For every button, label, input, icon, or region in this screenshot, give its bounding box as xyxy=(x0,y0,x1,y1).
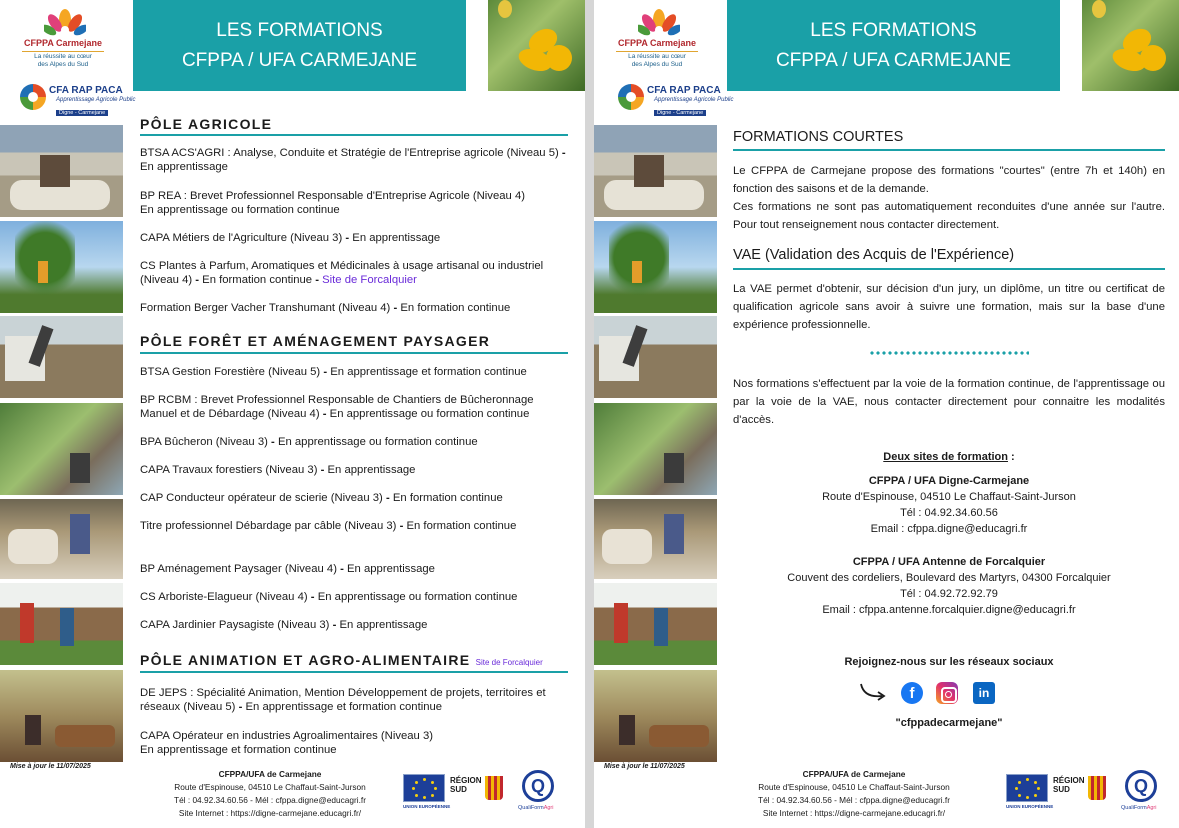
site-digne-name: CFPPA / UFA Digne-Carmejane xyxy=(868,475,1030,487)
course-cs-arboriste: CS Arboriste-Elagueur (Niveau 4) - En apprentissage ou formation continue xyxy=(140,591,518,603)
region-shield-icon xyxy=(1088,776,1106,800)
region-sud-logo: RÉGION SUD xyxy=(1053,776,1085,794)
curved-arrow-icon xyxy=(858,680,890,702)
region-sud-logo: RÉGION SUD xyxy=(450,776,482,794)
banner-line-1: LES FORMATIONS xyxy=(216,20,383,41)
course-bp-rcbm: BP RCBM : Brevet Professionnel Responsable de Chantiers de Bûcheronnage Manuel et de Débardage (Niveau 4) - En apprentissage ou formation continue xyxy=(140,394,534,420)
course-cs-ppam: CS Plantes à Parfum, Aromatiques et Médicinales à usage artisanal ou industriel (Niveau 4) - En formation continue - Site de Forcalquier xyxy=(140,260,544,286)
section-title-agricole: PÔLE AGRICOLE xyxy=(140,116,273,132)
photo-valley xyxy=(0,403,123,495)
dotted-divider xyxy=(869,351,1029,355)
header-banner xyxy=(727,0,1060,91)
photo-greenhouse xyxy=(0,583,123,665)
cfa-rap-paca-logo xyxy=(20,84,136,116)
cfa-circle-icon xyxy=(20,84,46,110)
qualiformagri-logo xyxy=(518,770,558,816)
quali-q-icon: Q xyxy=(522,770,554,802)
short-courses-title: FORMATIONS COURTES xyxy=(733,129,904,145)
short-courses-text-2: Ces formations ne sont pas automatiquement reconduites d'une année sur l'autre. Pour tout renseignement nous contacter directement. xyxy=(733,201,1165,231)
photo-woodcutting xyxy=(0,670,123,762)
footer-address: Route d'Espinouse, 04510 Le Chaffaut-Saint-Jurson xyxy=(174,782,366,792)
update-date: Mise à jour le 11/07/2025 xyxy=(10,763,91,770)
footer-phone-email[interactable]: Tél : 04.92.34.60.56 - Mél : cfppa.digne@educagri.fr xyxy=(758,795,950,805)
site-forcalquier-email[interactable]: Email : cfppa.antenne.forcalquier.digne@educagri.fr xyxy=(822,604,1076,616)
photo-stone-work xyxy=(0,499,123,579)
partner-logos xyxy=(1006,768,1166,818)
header-banner xyxy=(133,0,466,91)
flower-logo-icon xyxy=(638,6,680,40)
site-forcalquier xyxy=(733,554,1165,618)
cfa-city: Digne - Carmejane xyxy=(654,110,706,116)
course-capa-tf: CAPA Travaux forestiers (Niveau 3) - En apprentissage xyxy=(140,464,416,476)
photo-woodcutting xyxy=(594,670,717,762)
footer-name: CFPPA/UFA de Carmejane xyxy=(802,769,906,779)
facebook-icon[interactable]: f xyxy=(901,682,923,704)
quali-q-icon: Q xyxy=(1125,770,1157,802)
logo-divider xyxy=(22,51,104,52)
banner-line-2: CFPPA / UFA CARMEJANE xyxy=(775,50,1012,71)
update-date: Mise à jour le 11/07/2025 xyxy=(604,763,685,770)
banner-line-1: LES FORMATIONS xyxy=(810,20,977,41)
banner-line-2: CFPPA / UFA CARMEJANE xyxy=(181,50,418,71)
photo-excavator xyxy=(0,316,123,398)
photo-tree-climber xyxy=(594,221,717,313)
section-rule xyxy=(733,149,1165,151)
course-btsa-acs: BTSA ACS'AGRI : Analyse, Conduite et Stratégie de l'Entreprise agricole (Niveau 5) - En apprentissage xyxy=(140,147,566,173)
photo-sheep xyxy=(594,125,717,217)
course-berger: Formation Berger Vacher Transhumant (Niveau 4) - En formation continue xyxy=(140,302,511,314)
site-digne-email[interactable]: Email : cfppa.digne@educagri.fr xyxy=(870,523,1028,535)
quali-label: QualiFormAgri xyxy=(1121,805,1157,811)
course-cap-scierie: CAP Conducteur opérateur de scierie (Niveau 3) - En formation continue xyxy=(140,492,503,504)
section-rule xyxy=(140,134,568,136)
site-digne-tel[interactable]: Tél : 04.92.34.60.56 xyxy=(900,507,998,519)
social-handle: "cfppadecarmejane" xyxy=(895,717,1003,729)
footer-contact xyxy=(140,768,400,820)
photo-excavator xyxy=(594,316,717,398)
logo-name: CFPPA Carmejane xyxy=(23,38,103,48)
header-flower-photo xyxy=(488,0,585,91)
cfa-subtitle: Apprentissage Agricole Public xyxy=(654,97,734,103)
page-gutter xyxy=(585,0,594,828)
photo-valley xyxy=(594,403,717,495)
footer-name: CFPPA/UFA de Carmejane xyxy=(218,769,322,779)
course-bp-ap: BP Aménagement Paysager (Niveau 4) - En apprentissage xyxy=(140,563,435,575)
eu-flag-icon xyxy=(403,774,445,802)
course-capa-metiers: CAPA Métiers de l'Agriculture (Niveau 3) - En apprentissage xyxy=(140,232,441,244)
eu-label: UNION EUROPÉENNE xyxy=(1006,804,1054,809)
site-forcalquier-address: Couvent des cordeliers, Boulevard des Martyrs, 04300 Forcalquier xyxy=(787,572,1111,584)
flower-logo-icon xyxy=(44,6,86,40)
footer-website[interactable]: Site Internet : https://digne-carmejane.educagri.fr/ xyxy=(762,808,946,818)
site-digne xyxy=(733,473,1165,537)
logo-name: CFPPA Carmejane xyxy=(617,38,697,48)
photo-stone-work xyxy=(594,499,717,579)
section-title-foret: PÔLE FORÊT ET AMÉNAGEMENT PAYSAGER xyxy=(140,333,491,349)
qualiformagri-logo xyxy=(1121,770,1161,816)
course-de-jeps: DE JEPS : Spécialité Animation, Mention Développement de projets, territoires et réseaux (Niveau 5) - En apprentissage et formation continue xyxy=(140,687,546,713)
section-title-animation: PÔLE ANIMATION ET AGRO-ALIMENTAIRE Site de Forcalquier xyxy=(140,652,543,668)
course-bpa-bucheron: BPA Bûcheron (Niveau 3) - En apprentissage ou formation continue xyxy=(140,436,478,448)
course-capa-jardinier: CAPA Jardinier Paysagiste (Niveau 3) - En apprentissage xyxy=(140,619,428,631)
page-left xyxy=(0,0,585,828)
cfa-subtitle: Apprentissage Agricole Public xyxy=(56,97,136,103)
quali-label: QualiFormAgri xyxy=(518,805,554,811)
cfa-title: CFA RAP PACA xyxy=(647,85,721,96)
photo-greenhouse xyxy=(594,583,717,665)
site-forcalquier-name: CFPPA / UFA Antenne de Forcalquier xyxy=(852,556,1046,568)
cfppa-logo xyxy=(0,0,136,120)
cfa-city: Digne - Carmejane xyxy=(56,110,108,116)
sites-heading: Deux sites de formation : xyxy=(883,451,1015,463)
section-note-forcalquier[interactable]: Site de Forcalquier xyxy=(475,658,543,667)
course-btsa-gf: BTSA Gestion Forestière (Niveau 5) - En apprentissage et formation continue xyxy=(140,366,527,378)
header-flower-photo xyxy=(1082,0,1179,91)
partner-logos xyxy=(403,768,563,818)
logo-tagline: La réussite au cœur des Alpes du Sud xyxy=(628,53,686,68)
site-digne-address: Route d'Espinouse, 04510 Le Chaffaut-Saint-Jurson xyxy=(822,491,1076,503)
cfppa-logo xyxy=(594,0,734,120)
site-forcalquier-tel[interactable]: Tél : 04.92.72.92.79 xyxy=(900,588,998,600)
footer-contact xyxy=(724,768,984,820)
cfa-title: CFA RAP PACA xyxy=(49,85,123,96)
cfa-circle-icon xyxy=(618,84,644,110)
logo-tagline: La réussite au cœur des Alpes du Sud xyxy=(34,53,92,68)
eu-label: UNION EUROPÉENNE xyxy=(403,804,451,809)
region-shield-icon xyxy=(485,776,503,800)
access-text: Nos formations s'effectuent par la voie de la formation continue, de l'apprentissage ou par la voie de la VAE, nous contacter directement pour connaitre les modalités d'accès. xyxy=(733,378,1165,426)
cfa-rap-paca-logo xyxy=(618,84,734,116)
vae-title: VAE (Validation des Acquis de l'Expérience) xyxy=(733,247,1015,263)
vae-text: La VAE permet d'obtenir, sur décision d'un jury, un diplôme, un titre ou certificat de qualification agricole sans avoir à suivre une formation, mais sur la base d'une expérience professionnelle. xyxy=(733,283,1165,331)
section-rule xyxy=(733,268,1165,270)
photo-tree-climber xyxy=(0,221,123,313)
footer-phone-email[interactable]: Tél : 04.92.34.60.56 - Mél : cfppa.digne@educagri.fr xyxy=(174,795,366,805)
social-text: Rejoignez-nous sur les réseaux sociaux xyxy=(844,656,1054,668)
footer-address: Route d'Espinouse, 04510 Le Chaffaut-Saint-Jurson xyxy=(758,782,950,792)
photo-sheep xyxy=(0,125,123,217)
short-courses-text-1: Le CFPPA de Carmejane propose des formations "courtes" (entre 7h et 140h) en fonction des saisons et de la demande. xyxy=(733,165,1165,195)
course-tp-debardage: Titre professionnel Débardage par câble (Niveau 3) - En formation continue xyxy=(140,520,517,532)
site-forcalquier-link[interactable]: Site de Forcalquier xyxy=(322,274,417,286)
instagram-icon[interactable] xyxy=(936,682,958,704)
page-right xyxy=(594,0,1179,828)
section-rule xyxy=(140,671,568,673)
section-rule xyxy=(140,352,568,354)
course-bp-rea: BP REA : Brevet Professionnel Responsable d'Entreprise Agricole (Niveau 4) En apprentissage ou formation continue xyxy=(140,190,525,216)
course-capa-agro: CAPA Opérateur en industries Agroalimentaires (Niveau 3) En apprentissage et formation continue xyxy=(140,730,434,756)
logo-divider xyxy=(616,51,698,52)
footer-website[interactable]: Site Internet : https://digne-carmejane.educagri.fr/ xyxy=(178,808,362,818)
linkedin-icon[interactable]: in xyxy=(973,682,995,704)
eu-flag-icon xyxy=(1006,774,1048,802)
